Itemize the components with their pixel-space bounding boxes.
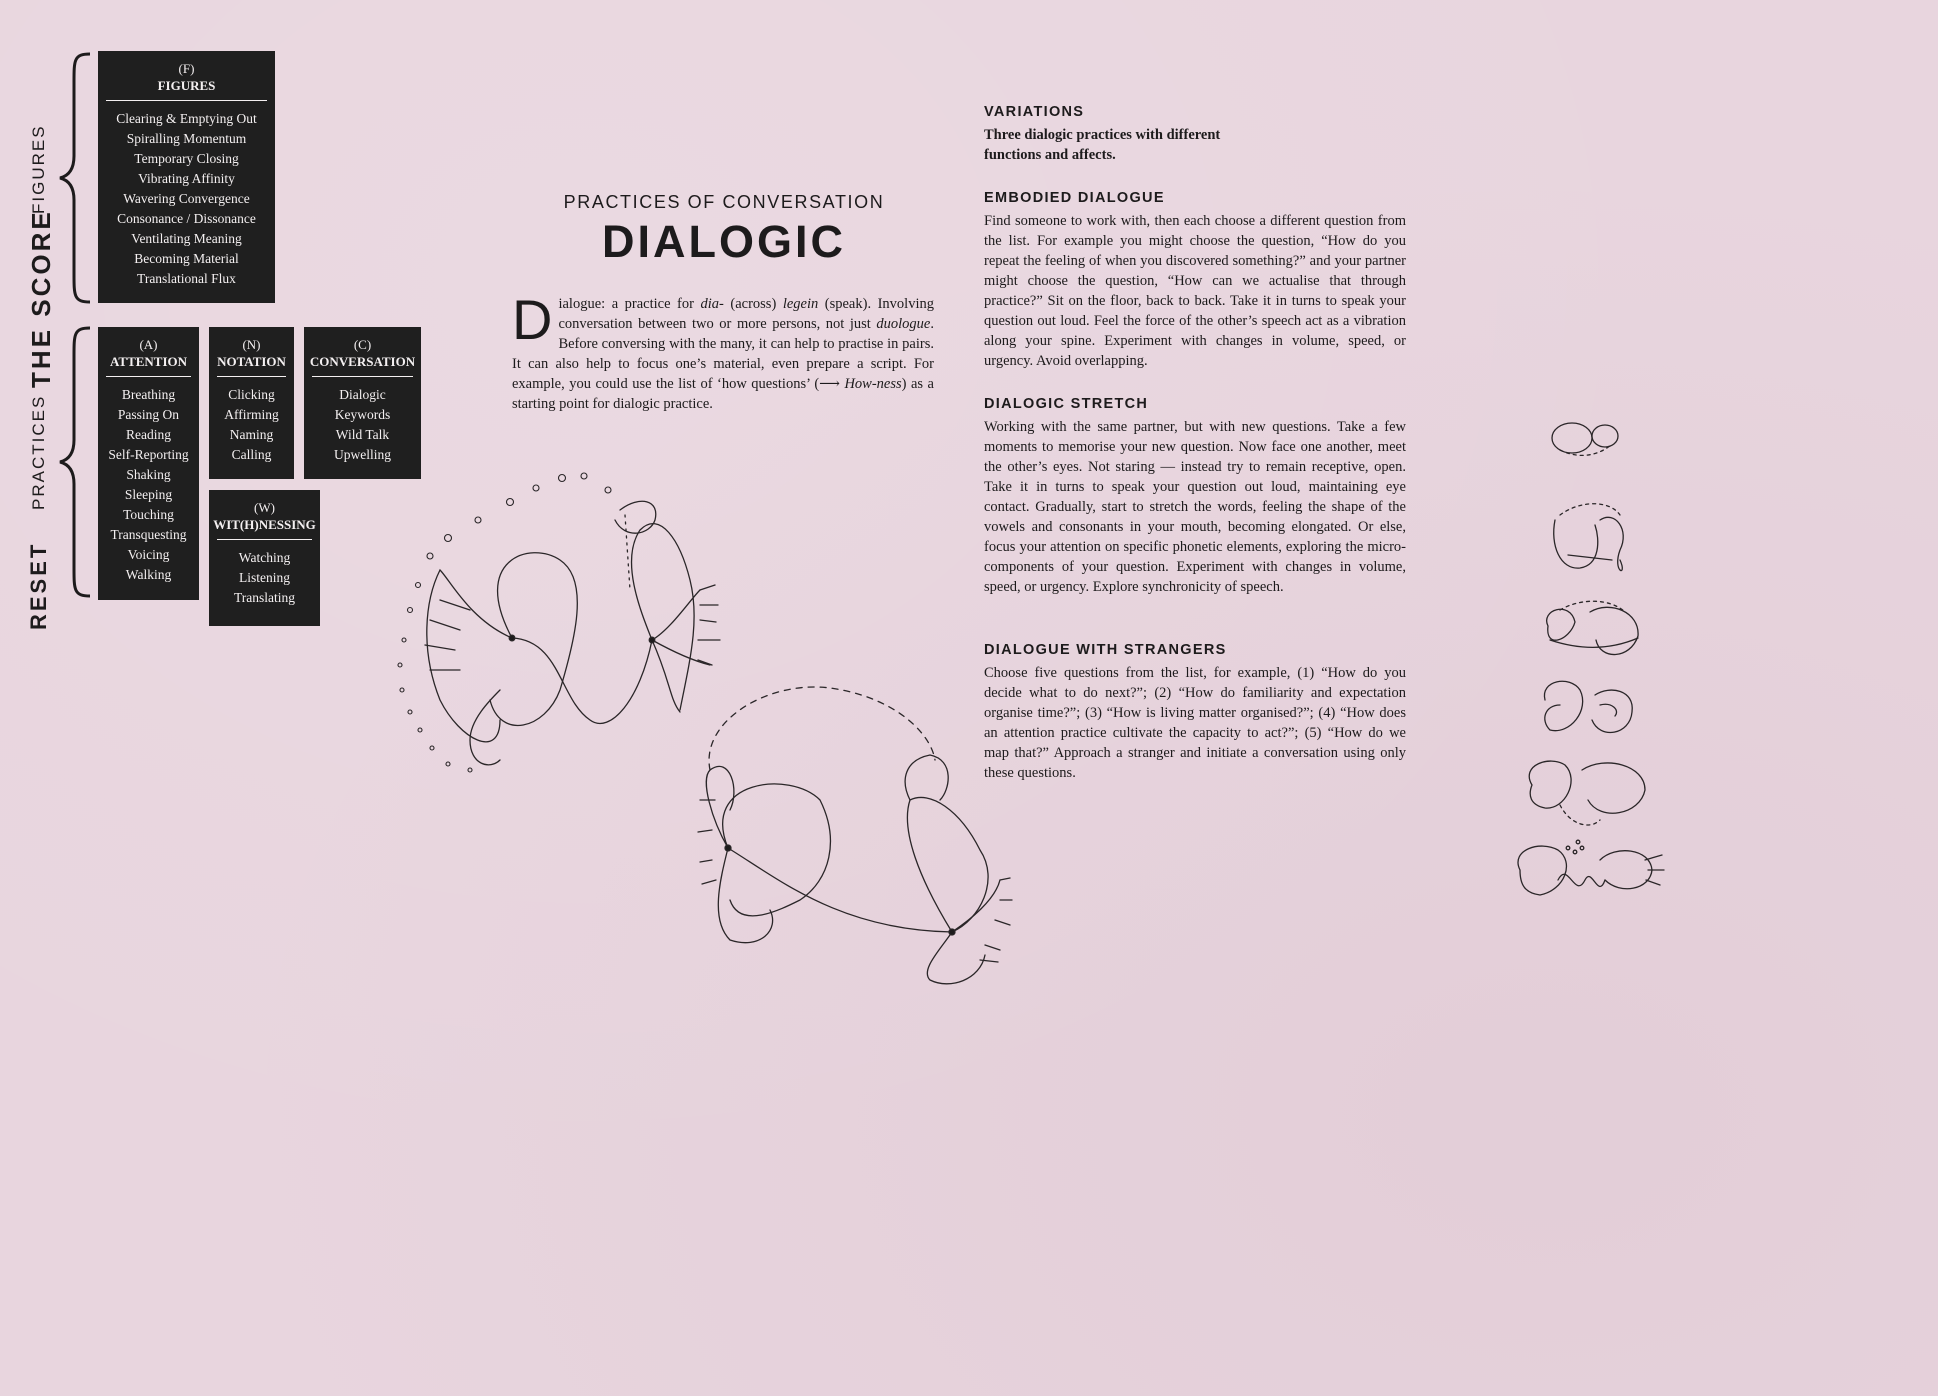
- page-title: DIALOGIC: [602, 216, 846, 267]
- practices-brace: [56, 326, 92, 598]
- list-item: Translating: [233, 590, 295, 605]
- list-item: Walking: [125, 567, 172, 582]
- list-item: Passing On: [117, 407, 180, 422]
- dialogue-with-strangers-heading: DIALOGUE WITH STRANGERS: [984, 642, 1227, 658]
- list-item: Ventilating Meaning: [131, 231, 242, 246]
- list-item: Dialogic: [339, 387, 386, 402]
- list-item: Wild Talk: [335, 427, 390, 442]
- witnessing-code: (W): [254, 500, 275, 515]
- intro-text: . Before conversing with the many, it can help to practise in pairs. It can also help to focus one’s material, even prepare a script. For example, you could use the list of ‘how questions’ (⟶: [512, 316, 934, 392]
- list-item: Watching: [238, 550, 291, 565]
- notation-title: NOTATION: [217, 354, 286, 369]
- list-item: Keywords: [334, 407, 391, 422]
- list-item: Translational Flux: [137, 271, 236, 286]
- dialogue-with-strangers-section: [984, 640, 1406, 783]
- witnessing-box: [209, 490, 320, 626]
- list-item: Reading: [126, 427, 171, 442]
- intro-paragraph: [512, 288, 934, 414]
- notation-box: [209, 327, 294, 479]
- list-item: Upwelling: [334, 447, 391, 462]
- conversation-title: CONVERSATION: [309, 354, 416, 369]
- variations-section: [984, 102, 1406, 165]
- list-item: Touching: [123, 507, 174, 522]
- practices-vertical-label: PRACTICES: [29, 394, 48, 510]
- list-item: Consonance / Dissonance: [117, 211, 256, 226]
- list-item: Vibrating Affinity: [138, 171, 235, 186]
- conversation-code: (C): [353, 337, 372, 352]
- attention-divider: [106, 376, 191, 377]
- drop-cap: D: [512, 288, 553, 351]
- figures-list: [98, 109, 275, 289]
- intro-text: (speak). Involving conversation between two or more persons, not just: [558, 296, 934, 332]
- figures-vertical-label: FIGURES: [29, 124, 48, 214]
- conversation-divider: [312, 376, 413, 377]
- intro-emphasis: duologue: [876, 316, 931, 332]
- witnessing-title: WIT(H)NESSING: [213, 517, 316, 532]
- figures-divider: [106, 100, 267, 101]
- notation-list: [209, 385, 294, 465]
- variations-subtitle: Three dialogic practices with different functions and affects.: [984, 127, 1221, 163]
- notation-code: (N): [242, 337, 261, 352]
- list-item: Affirming: [224, 407, 279, 422]
- reset-vertical-label: RESET: [26, 541, 51, 630]
- attention-code: (A): [139, 337, 158, 352]
- dialogic-stretch-heading: DIALOGIC STRETCH: [984, 396, 1149, 412]
- embodied-dialogue-body: Find someone to work with, then each choose a different question from the list. For example you might choose the question, “How do you repeat the feeling of when you discovered something?” and your partner might choose the question, “How can we actualise that through practice?” Sit on the floor, back to back. Take it in turns to speak your question out loud. Feel the force of the other’s speech act as a vibration along your spine. Experiment with changes in volume, speed, or urgency. Avoid overlapping.: [984, 213, 1406, 369]
- intro-text: ialogue: a practice for: [558, 296, 701, 312]
- conversation-list: [304, 385, 421, 465]
- figures-code: (F): [178, 61, 195, 76]
- list-item: Clearing & Emptying Out: [116, 111, 257, 126]
- page-kicker: PRACTICES OF CONVERSATION: [563, 192, 885, 212]
- list-item: Naming: [229, 427, 274, 442]
- list-item: Voicing: [127, 547, 170, 562]
- notation-divider: [217, 376, 286, 377]
- list-item: Calling: [231, 447, 272, 462]
- list-item: Shaking: [126, 467, 171, 482]
- figures-brace: [56, 52, 92, 304]
- list-item: Spiralling Momentum: [126, 131, 247, 146]
- figures-box: [98, 51, 275, 303]
- embodied-dialogue-heading: EMBODIED DIALOGUE: [984, 190, 1165, 206]
- figures-title: FIGURES: [157, 78, 216, 93]
- list-item: Breathing: [121, 387, 176, 402]
- attention-box: [98, 327, 199, 600]
- variations-heading: VARIATIONS: [984, 104, 1085, 120]
- intro-emphasis: How-ness: [844, 376, 902, 392]
- attention-title: ATTENTION: [109, 354, 188, 369]
- intro-text: (across): [723, 296, 783, 312]
- embodied-dialogue-section: [984, 188, 1406, 371]
- intro-emphasis: legein: [782, 296, 819, 312]
- intro-text: ) as a starting point for dialogic practice.: [512, 376, 934, 412]
- dialogic-stretch-body: Working with the same partner, but with new questions. Take a few moments to memorise your new question. Now face one another, meet the other’s eyes. Not staring — instead try to remain receptive, open. Take it in turns to speak your question out loud, maintaining eye contact. Gradually, start to stretch the words, feeling the shape of the vowels and consonants in your mouth, becoming elongated. Or else, focus your attention on specific phonetic elements, exploring the micro-components of your question. Experiment with changes in volume, speed, or urgency. Explore synchronicity of speech.: [984, 419, 1406, 595]
- list-item: Transquesting: [110, 527, 187, 542]
- list-item: Wavering Convergence: [123, 191, 250, 206]
- list-item: Listening: [239, 570, 290, 585]
- list-item: Self-Reporting: [108, 447, 189, 462]
- list-item: Clicking: [228, 387, 275, 402]
- list-item: Sleeping: [124, 487, 173, 502]
- attention-list: [98, 385, 199, 585]
- witnessing-divider: [217, 539, 312, 540]
- conversation-box: [304, 327, 421, 479]
- list-item: Becoming Material: [134, 251, 239, 266]
- dialogic-stretch-section: [984, 394, 1406, 597]
- dialogue-with-strangers-body: Choose five questions from the list, for example, (1) “How do you decide what to do next?”; (2) “How do familiarity and expectation organise time?”; (3) “How is living matter organised?”; (4) “How does an attention practice cultivate the capacity to act?”; (5) “How do we map that?” Approach a stranger and initiate a conversation using only these questions.: [984, 665, 1406, 781]
- list-item: Temporary Closing: [134, 151, 239, 166]
- intro-emphasis: dia-: [700, 296, 724, 312]
- the-score-vertical-label: THE SCORE: [26, 209, 56, 388]
- witnessing-list: [209, 548, 320, 608]
